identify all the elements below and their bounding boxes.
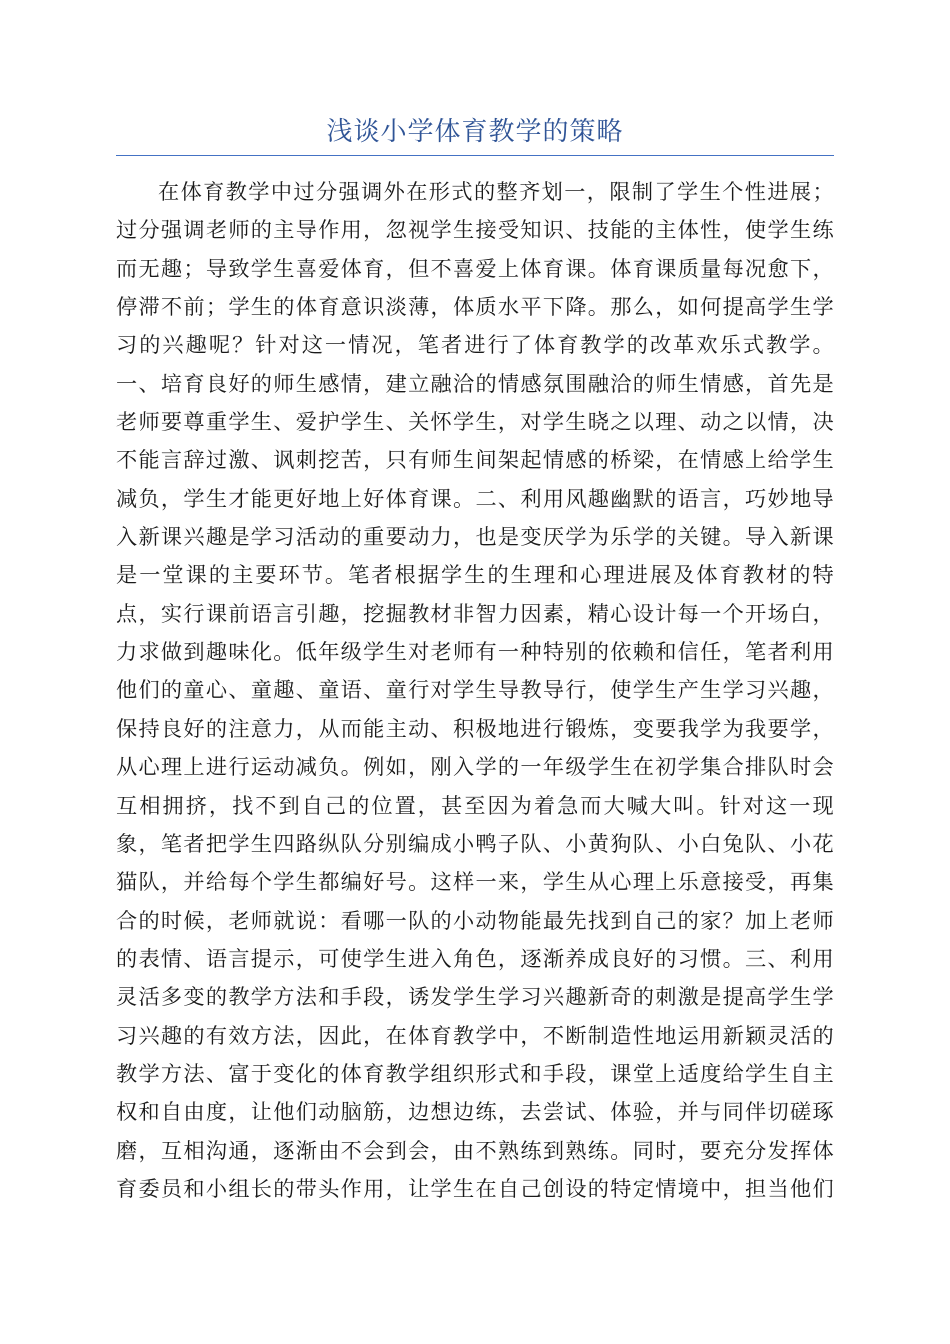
text-line: 互相拥挤，找不到自己的位置，甚至因为着急而大喊大叫。针对这一现 (116, 792, 834, 818)
text-line: 力求做到趣味化。低年级学生对老师有一种特别的依赖和信任，笔者利用 (116, 639, 834, 665)
text-line: 猫队，并给每个学生都编好号。这样一来，学生从心理上乐意接受，再集 (116, 869, 834, 895)
body-text (116, 173, 834, 1208)
text-line: 是一堂课的主要环节。笔者根据学生的生理和心理进展及体育教材的特 (116, 562, 834, 588)
text-line: 从心理上进行运动减负。例如，刚入学的一年级学生在初学集合排队时会 (116, 754, 834, 780)
text-line: 一、培育良好的师生感情，建立融洽的情感氛围融洽的师生情感，首先是 (116, 370, 834, 396)
text-line: 停滞不前；学生的体育意识淡薄，体质水平下降。那么，如何提高学生学 (116, 294, 834, 320)
text-line: 过分强调老师的主导作用，忽视学生接受知识、技能的主体性，使学生练 (116, 217, 834, 243)
text-line: 教学方法、富于变化的体育教学组织形式和手段，课堂上适度给学生自主 (116, 1060, 834, 1086)
text-line: 在体育教学中过分强调外在形式的整齐划一，限制了学生个性进展； (158, 179, 834, 204)
text-line: 育委员和小组长的带头作用，让学生在自己创设的特定情境中，担当他们 (116, 1175, 834, 1201)
text-line: 老师要尊重学生、爱护学生、关怀学生，对学生晓之以理、动之以情，决 (116, 409, 834, 435)
text-line: 习兴趣的有效方法，因此，在体育教学中，不断制造性地运用新颖灵活的 (116, 1022, 834, 1048)
page-title: 浅谈小学体育教学的策略 (326, 117, 624, 147)
title-underline (116, 155, 834, 156)
text-line: 习的兴趣呢？针对这一情况，笔者进行了体育教学的改革欢乐式教学。 (116, 332, 834, 358)
text-line: 入新课兴趣是学习活动的重要动力，也是变厌学为乐学的关键。导入新课 (116, 524, 834, 550)
text-line: 他们的童心、童趣、童语、童行对学生导教导行，使学生产生学习兴趣， (116, 677, 834, 703)
text-line: 而无趣；导致学生喜爱体育，但不喜爱上体育课。体育课质量每况愈下， (116, 255, 834, 281)
text-line: 象，笔者把学生四路纵队分别编成小鸭子队、小黄狗队、小白兔队、小花 (116, 830, 834, 856)
text-line: 保持良好的注意力，从而能主动、积极地进行锻炼，变要我学为我要学， (116, 715, 834, 741)
text-line: 不能言辞过激、讽刺挖苦，只有师生间架起情感的桥梁，在情感上给学生 (116, 447, 834, 473)
text-line: 灵活多变的教学方法和手段，诱发学生学习兴趣新奇的刺激是提高学生学 (116, 984, 834, 1010)
text-line: 点，实行课前语言引趣，挖掘教材非智力因素，精心设计每一个开场白， (116, 600, 834, 626)
text-line: 权和自由度，让他们动脑筋，边想边练，去尝试、体验，并与同伴切磋琢 (116, 1099, 834, 1125)
text-line: 减负，学生才能更好地上好体育课。二、利用风趣幽默的语言，巧妙地导 (116, 485, 834, 511)
text-line: 磨，互相沟通，逐渐由不会到会，由不熟练到熟练。同时，要充分发挥体 (116, 1137, 834, 1163)
text-line: 的表情、语言提示，可使学生进入角色，逐渐养成良好的习惯。三、利用 (116, 945, 834, 971)
text-line: 合的时候，老师就说：看哪一队的小动物能最先找到自己的家？加上老师 (116, 907, 834, 933)
